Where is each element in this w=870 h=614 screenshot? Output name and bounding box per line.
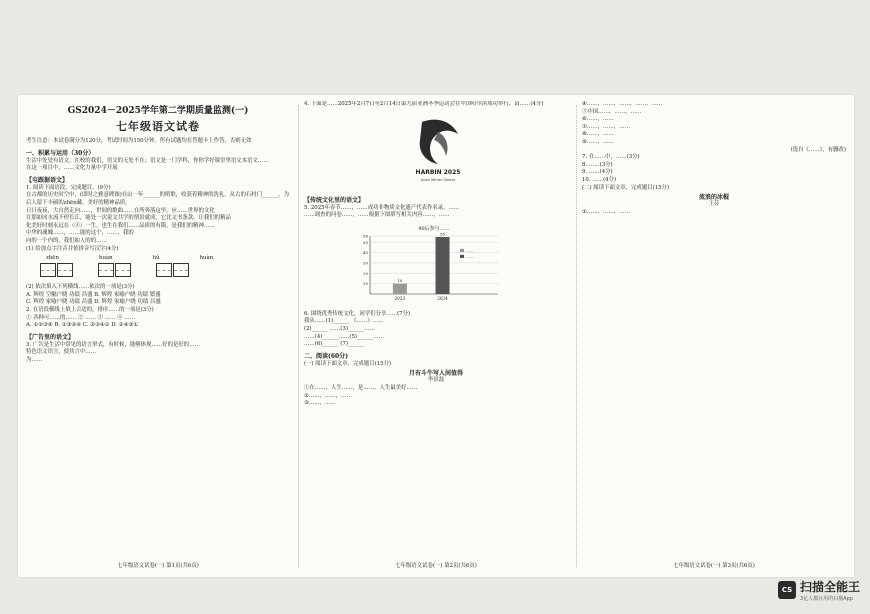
question-3: 3. 广告是生活中常见的语言形式，有时候，能够体现……好的是好的…… bbox=[26, 341, 200, 348]
article-paragraph: ③……，…… bbox=[304, 400, 336, 407]
pinyin-row bbox=[46, 255, 290, 261]
article-paragraph: ⑦……，……，…… bbox=[582, 123, 630, 130]
question-8: 8. ……(3分) bbox=[582, 161, 613, 168]
article-paragraph: ⑤中国……，……，…… bbox=[582, 108, 642, 115]
writing-box bbox=[40, 263, 56, 277]
article-paragraph: ⑨……，…… bbox=[582, 138, 614, 145]
reading-2-heading: (二) 阅读下面文章，完成题目(15分) bbox=[582, 184, 670, 191]
question-4: 4. 下面是……2025年2月7日至2月14日第九届亚洲冬季运动会在中国哈尔滨成功举行，请……(4分) bbox=[304, 101, 544, 107]
exam-title: GS2024－2025学年第二学期质量监测(一) bbox=[67, 106, 249, 116]
writing-box bbox=[156, 263, 172, 277]
pinyin-label: huàn bbox=[98, 255, 113, 262]
section-bracket: 【广告里的语文】 bbox=[26, 333, 75, 341]
question-6-line: ……(4)______……(5)______…… bbox=[304, 333, 384, 340]
camscanner-watermark bbox=[778, 578, 860, 602]
y-tick-label: 56 bbox=[362, 233, 368, 239]
story-author: 王芬 bbox=[708, 201, 720, 208]
question-3-text: 为…… bbox=[26, 356, 43, 363]
question-6: 6. 围绕优秀传统文化，同学们分享……(7分) bbox=[304, 310, 411, 317]
pinyin-label: hǔ bbox=[152, 255, 160, 262]
passage-line: 中华的魂魄……，……能的这个，……，我的 bbox=[26, 230, 134, 237]
page-footer: 七年级语文试卷(一) 第3页(共6页) bbox=[673, 563, 755, 569]
intro-text: 生活中处处有语文。在校的我们，语文的无处不在；语文是一门学科，你你学好课堂里语文本语文…… bbox=[26, 157, 269, 164]
question-1-2: (2) 依次填入下列横线……依次的一项是(3分) bbox=[26, 284, 135, 291]
article-paragraph: ⑧……，…… bbox=[582, 131, 614, 138]
question-1: 1. 阅读下面语段，完成题目。(9分) bbox=[26, 184, 111, 191]
part-1-heading: 一、积累与运用（30分） bbox=[26, 149, 95, 157]
writing-box bbox=[98, 263, 114, 277]
exam-notice: 考生注意：本试卷满分为120分，考试时间为150分钟。所有试题均在答题卡上作答，否则无效 bbox=[26, 138, 252, 144]
question-9: 9. ……(4分) bbox=[582, 169, 613, 176]
passage-line: 向的一个内的，我们如人的的…… bbox=[26, 237, 107, 244]
writing-box bbox=[173, 263, 189, 277]
options-ab: A. 辉煌 空幅户晓 功绩 昌盛 B. 辉煌 家喻户晓 功绩 繁盛 bbox=[26, 291, 161, 298]
camscanner-tagline: 3亿人都在用的扫描App bbox=[799, 596, 853, 602]
x-tick-label: 2024 bbox=[437, 295, 448, 301]
question-2: 2. 在语段横线上填上合适的，排序……的一项是(3分) bbox=[26, 306, 154, 313]
page-1-column bbox=[26, 101, 290, 571]
y-tick-label: 20 bbox=[362, 270, 368, 276]
camscanner-name: 扫描全能王 bbox=[799, 580, 860, 594]
question-2-items: ① 各种可……的…… ② …… ③ …… ④ …… bbox=[26, 314, 136, 321]
passage-line: 化美好时刻永远在（④）一生，也生在我们……品质的有限，是我们的精神…… bbox=[26, 222, 215, 229]
question-3-text: 特色语文语言，使其言中…… bbox=[26, 349, 97, 356]
writing-box bbox=[115, 263, 131, 277]
legend-swatch bbox=[460, 249, 464, 252]
x-tick-label: 2023 bbox=[394, 295, 406, 301]
question-6-line: ……(6)______ (7)______ bbox=[304, 341, 365, 348]
passage-line: 日日夜夜，大自然走向……，世间的歌曲……在所奔落这里，应……世界的文化 bbox=[26, 207, 215, 214]
passage-line: 在古都的历史时空中，(即时之雅意碑图)在山一年______的明歌，收获着精神的洗礼。从古的石村门______，为后人留下丰硕的zhēn藏。美好的精神品质， bbox=[26, 192, 289, 206]
page-2-column bbox=[304, 101, 568, 571]
data-label: 55 bbox=[439, 231, 446, 237]
story-paragraph: ①……，……，…… bbox=[582, 208, 630, 215]
article-title: 月有斗牛写人间值得 bbox=[408, 370, 463, 378]
article-paragraph: ④……，……，……，……，…… bbox=[582, 101, 663, 107]
part-2-heading: 二、阅读(60分) bbox=[304, 352, 349, 360]
bar bbox=[436, 237, 450, 294]
section-bracket: 【传统文化里的语文】 bbox=[304, 196, 365, 204]
legend-label: …… bbox=[466, 253, 474, 259]
page-3-column bbox=[582, 101, 846, 571]
article-paragraph: ①在……，人生……，是……，人生最美好…… bbox=[304, 384, 418, 391]
question-1-1: (1) 给加点字注音并依拼音写汉字(4分) bbox=[26, 245, 119, 252]
camscanner-icon: CS bbox=[778, 581, 796, 599]
character-grid-row bbox=[40, 262, 290, 281]
article-author: 李景磊 bbox=[427, 377, 445, 384]
column-divider bbox=[298, 105, 299, 567]
passage-line: 在那如同水流不停长江，能处一次说文共学的情景就成，它比文书条款，让我们的精品 bbox=[26, 215, 231, 222]
harbin-2025-logo bbox=[408, 112, 468, 186]
logo-subtext: Asian Winter Games bbox=[420, 177, 456, 182]
bar bbox=[393, 283, 407, 293]
question-10: 10. ……(4分) bbox=[582, 176, 617, 183]
writing-box bbox=[57, 263, 73, 277]
y-tick-label: 50 bbox=[362, 239, 368, 245]
scanned-exam-sheet bbox=[18, 95, 854, 577]
data-label: 10 bbox=[397, 277, 403, 283]
legend-swatch bbox=[460, 255, 464, 258]
legend-label: …… bbox=[466, 247, 474, 253]
story-title: 流浪的冰棍 bbox=[698, 194, 729, 202]
options-cd: C. 辉煌 家喻户晓 功绩 昌盛 D. 辉煌 家喻户晓 功绩 昌盛 bbox=[26, 299, 161, 306]
subject-title: 七年级语文试卷 bbox=[116, 120, 200, 133]
pinyin-label: zhēn bbox=[46, 255, 59, 262]
question-2-options: A. ①②③④ B. ①③②④ C. ②③④① D. ②④③① bbox=[26, 322, 139, 329]
question-5-text: ……调查的问卷……，……根据下图填写相关内容……，…… bbox=[304, 212, 450, 219]
survey-bar-chart bbox=[348, 222, 508, 304]
chart-title: 90后参与…… bbox=[418, 225, 450, 232]
reading-1-heading: (一) 阅读下面文章，完成题目(15分) bbox=[304, 360, 392, 367]
question-7: 7. 在……中，……(3分) bbox=[582, 154, 640, 161]
page-footer: 七年级语文试卷(一) 第1页(共6页) bbox=[117, 563, 199, 569]
y-tick-label: 10 bbox=[362, 281, 368, 287]
question-6-line: 我从……(1)______ 《……》…… bbox=[304, 318, 384, 325]
pinyin-label: huàn bbox=[199, 255, 214, 262]
y-tick-label: 40 bbox=[362, 249, 368, 255]
question-5: 5. 2025年春节……，……成功非物质文化遗产代表作名录，…… bbox=[304, 204, 460, 211]
section-bracket: 【屯跟据语文】 bbox=[26, 176, 69, 184]
page-footer: 七年级语文试卷(一) 第2页(共6页) bbox=[395, 563, 477, 569]
article-paragraph: ⑥……，…… bbox=[582, 116, 614, 123]
y-tick-label: 30 bbox=[362, 260, 368, 266]
question-6-line: (2)______ ……(3)______…… bbox=[304, 325, 375, 332]
column-divider bbox=[576, 105, 577, 567]
logo-text: HARBIN 2025 bbox=[415, 168, 461, 176]
logo-mark bbox=[434, 132, 448, 156]
article-paragraph: ②……，……，…… bbox=[304, 392, 352, 399]
intro-text-2: 在这一项目中，……文化力量中学开展 bbox=[26, 165, 118, 172]
article-source: (选自《……》，有删改) bbox=[790, 146, 846, 153]
